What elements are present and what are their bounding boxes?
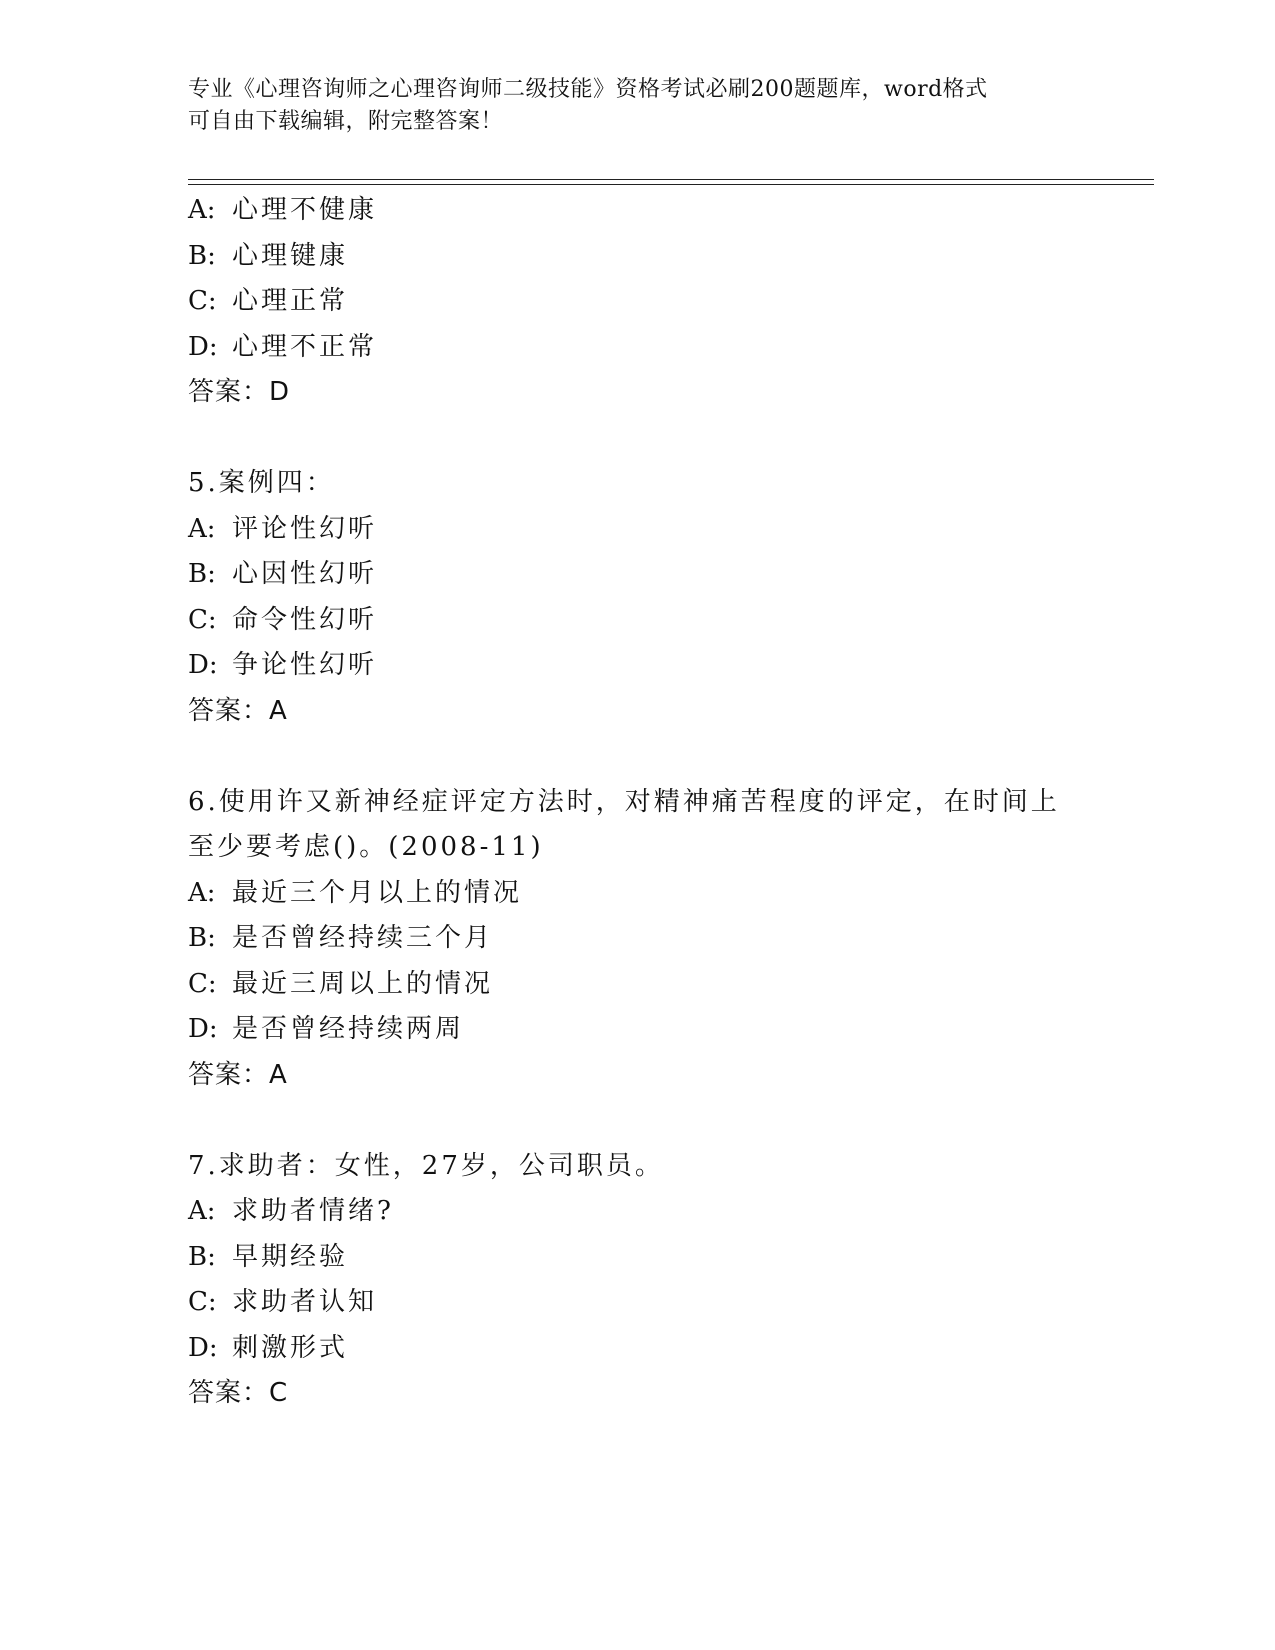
option-letter: B: — [188, 923, 216, 953]
option-a — [188, 507, 1128, 553]
option-letter: B: — [188, 559, 216, 589]
option-b — [188, 916, 1128, 962]
option-text: 早期经验 — [232, 1241, 349, 1272]
option-c — [188, 279, 1128, 325]
option-text: 最近三个月以上的情况 — [232, 877, 523, 908]
option-letter: C: — [188, 604, 217, 635]
option-text: 心因性幻听 — [232, 559, 378, 589]
option-d — [188, 1326, 1128, 1372]
option-text: 求助者认知 — [232, 1287, 378, 1317]
option-a — [188, 871, 1128, 917]
header-line-1: 专业《心理咨询师之心理咨询师二级技能》资格考试必刷200题题库，word格式 — [188, 77, 988, 102]
question-5 — [188, 461, 1128, 734]
option-letter: A: — [188, 195, 216, 225]
option-letter: D: — [188, 331, 218, 362]
header-divider-top — [188, 179, 1154, 180]
option-text: 求助者情绪? — [232, 1196, 394, 1226]
option-text: 是否曾经持续两周 — [232, 1014, 465, 1044]
answer-line: 答案：A — [188, 695, 288, 726]
option-text: 评论性幻听 — [232, 513, 378, 544]
option-letter: A: — [188, 1196, 216, 1226]
option-letter: A: — [188, 513, 216, 544]
answer-line: 答案：A — [188, 1059, 288, 1090]
option-b — [188, 1235, 1128, 1281]
option-letter: C: — [188, 968, 217, 999]
question-7 — [188, 1144, 1128, 1417]
option-letter: D: — [188, 1014, 218, 1044]
option-text: 最近三周以上的情况 — [232, 968, 494, 999]
question-stem: 5.案例四： — [188, 468, 335, 498]
option-d — [188, 325, 1128, 371]
option-c — [188, 962, 1128, 1008]
option-letter: C: — [188, 286, 217, 316]
option-text: 心理不健康 — [232, 195, 378, 225]
option-b — [188, 552, 1128, 598]
spacer — [188, 416, 1128, 462]
question-list — [188, 188, 1128, 1417]
option-letter: D: — [188, 1332, 218, 1363]
option-a — [188, 188, 1128, 234]
question-6 — [188, 780, 1128, 1099]
option-text: 命令性幻听 — [232, 604, 378, 635]
answer-line: 答案：C — [188, 1378, 289, 1408]
header-line-2: 可自由下载编辑，附完整答案！ — [188, 109, 504, 134]
option-text: 心理键康 — [232, 240, 349, 271]
question-stem: 7.求助者：女性，27岁，公司职员。 — [188, 1150, 664, 1181]
option-c — [188, 598, 1128, 644]
option-letter: B: — [188, 240, 216, 271]
option-a — [188, 1189, 1128, 1235]
option-text: 争论性幻听 — [232, 650, 378, 680]
option-text: 刺激形式 — [232, 1332, 349, 1363]
option-d — [188, 1007, 1128, 1053]
question-stem-line-1: 6.使用许又新神经症评定方法时，对精神痛苦程度的评定，在时间上 — [188, 786, 1060, 817]
option-d — [188, 643, 1128, 689]
option-text: 是否曾经持续三个月 — [232, 923, 494, 953]
option-letter: C: — [188, 1287, 217, 1317]
option-letter: A: — [188, 877, 216, 908]
option-c — [188, 1280, 1128, 1326]
header-divider-bottom — [188, 184, 1154, 185]
option-text: 心理不正常 — [232, 331, 378, 362]
option-b — [188, 234, 1128, 280]
answer-line: 答案：D — [188, 377, 291, 407]
document-header — [188, 74, 1088, 138]
option-text: 心理正常 — [232, 286, 349, 316]
question-stem-line-2: 至少要考虑()。(2008-11) — [188, 832, 544, 862]
spacer — [188, 1098, 1128, 1144]
spacer — [188, 734, 1128, 780]
option-letter: B: — [188, 1241, 216, 1272]
question-4 — [188, 188, 1128, 416]
option-letter: D: — [188, 650, 218, 680]
